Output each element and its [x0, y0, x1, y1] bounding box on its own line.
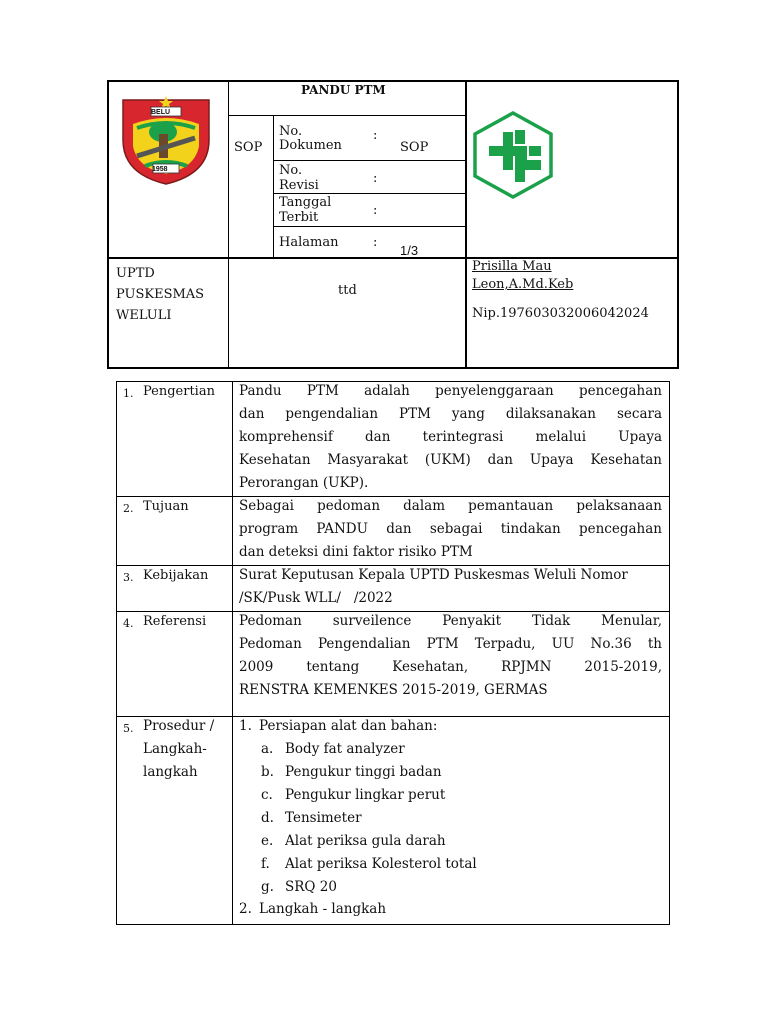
section-heading: Prosedur / Langkah- langkah — [143, 718, 215, 780]
section-heading: Tujuan — [143, 499, 189, 514]
row-colon-1: : — [373, 128, 378, 143]
body-line: Pedoman surveilence Penyakit Tidak Menular, — [239, 613, 662, 629]
step-2-number: 2. — [239, 901, 252, 917]
body-line: dan deteksi dini faktor risiko PTM — [239, 544, 473, 560]
signer-nip: Nip.197603032006042024 — [472, 306, 649, 321]
row-label-no-dokumen-2: Dokumen — [279, 138, 342, 153]
body-line: 2009 tentang Kesehatan, RPJMN 2015-2019, — [239, 659, 662, 675]
step-1-number: 1. — [239, 718, 252, 734]
section-heading: Referensi — [143, 614, 207, 629]
section-prosedur — [116, 716, 670, 924]
row-label-tanggal-terbit-2: Terbit — [279, 210, 319, 225]
logo-year-text: 1958 — [152, 166, 168, 173]
step-1-title: Persiapan alat dan bahan: — [259, 718, 438, 734]
sop-label: SOP — [234, 140, 263, 155]
body-line: program PANDU dan sebagai tindakan pencegahan — [239, 521, 662, 537]
body-line: Pandu PTM adalah penyelenggaraan pencegahan — [239, 383, 662, 399]
body-line: Kesehatan Masyarakat (UKM) dan Upaya Kesehatan — [239, 452, 662, 468]
row-colon-3: : — [373, 203, 378, 218]
list-item: g. SRQ 20 — [261, 879, 337, 895]
row-label-no-revisi-2: Revisi — [279, 178, 319, 193]
section-heading: Kebijakan — [143, 568, 209, 583]
body-line: Sebagai pedoman dalam pemantauan pelaksanaan — [239, 498, 662, 514]
equipment-list — [261, 738, 641, 899]
body-line: komprehensif dan terintegrasi melalui Upaya — [239, 429, 662, 445]
signer-name-line1: Prisilla Mau — [472, 259, 552, 274]
row-colon-2: : — [373, 171, 378, 186]
section-number: 1. — [123, 387, 134, 400]
org-line-uptd: UPTD — [116, 266, 155, 281]
list-item: c. Pengukur lingkar perut — [261, 787, 446, 803]
list-item: a. Body fat analyzer — [261, 741, 405, 757]
list-item: f. Alat periksa Kolesterol total — [261, 856, 477, 872]
org-line-puskesmas: PUSKESMAS — [116, 287, 205, 302]
row-colon-4: : — [373, 235, 378, 250]
signer-name-line2: Leon,A.Md.Keb — [472, 277, 574, 292]
halaman-value: 1/3 — [400, 243, 419, 258]
logo-banner-text: BELU — [151, 109, 171, 116]
body-line: /SK/Pusk WLL/ /2022 — [239, 590, 393, 606]
section-body — [239, 564, 664, 610]
list-item: d. Tensimeter — [261, 810, 362, 826]
signature-placeholder: ttd — [338, 283, 357, 298]
row-label-no-revisi-1: No. — [279, 163, 303, 178]
section-body — [239, 495, 662, 564]
step-2-title: Langkah - langkah — [259, 901, 387, 917]
section-number: 3. — [123, 571, 134, 584]
row-label-no-dokumen-1: No. — [279, 124, 303, 139]
section-number: 2. — [123, 502, 134, 515]
body-line: dan pengendalian PTM yang dilaksanakan secara — [239, 406, 662, 422]
section-heading: Pengertian — [143, 384, 215, 399]
body-line: Pedoman Pengendalian PTM Terpadu, UU No.36 th — [239, 636, 662, 652]
document-title: PANDU PTM — [301, 83, 386, 97]
section-kebijakan — [116, 565, 670, 611]
section-body — [239, 610, 662, 702]
puskesmas-logo-icon — [471, 110, 555, 200]
sop-content-table — [116, 381, 670, 925]
section-number: 5. — [123, 722, 134, 735]
body-line: RENSTRA KEMENKES 2015-2019, GERMAS — [239, 682, 548, 698]
section-referensi — [116, 611, 670, 716]
body-line: Perorangan (UKP). — [239, 475, 369, 491]
section-body — [239, 380, 662, 495]
body-line: Surat Keputusan Kepala UPTD Puskesmas Weluli Nomor — [239, 567, 628, 583]
row-label-halaman: Halaman — [279, 235, 339, 250]
row-label-tanggal-terbit-1: Tanggal — [279, 195, 332, 210]
org-line-weluli: WELULI — [116, 308, 172, 323]
section-tujuan — [116, 496, 670, 565]
list-item: e. Alat periksa gula darah — [261, 833, 446, 849]
section-pengertian — [116, 381, 670, 496]
sop-header-table — [107, 80, 679, 369]
list-item: b. Pengukur tinggi badan — [261, 764, 442, 780]
no-dokumen-value: SOP — [400, 140, 429, 155]
section-number: 4. — [123, 617, 134, 630]
